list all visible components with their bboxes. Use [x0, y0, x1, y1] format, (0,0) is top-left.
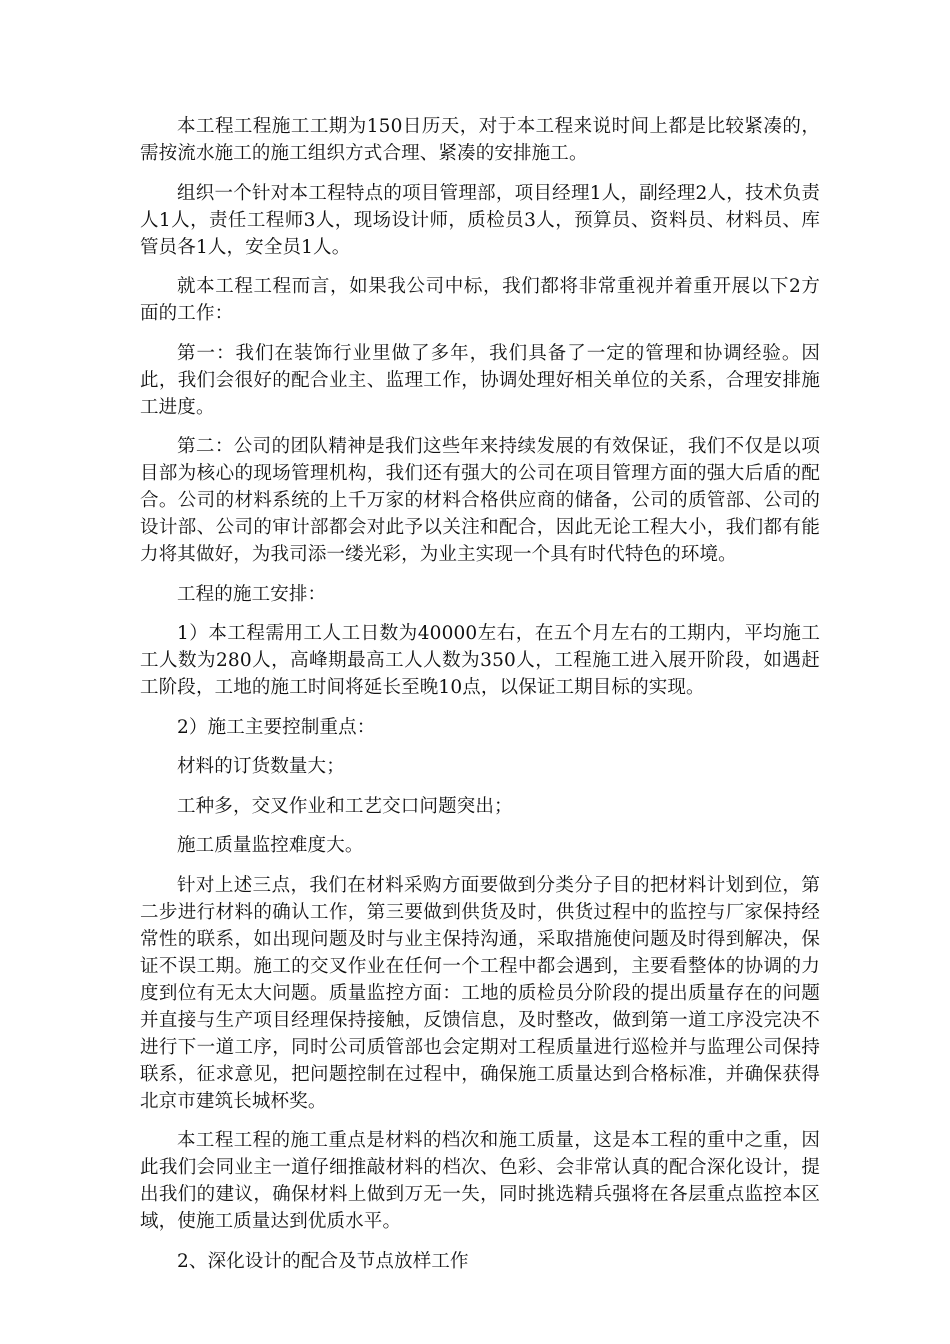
document-body [140, 113, 820, 1287]
paragraph-schedule: 本工程工程施工工期为150日历天，对于本工程来说时间上都是比较紧凑的，需按流水施工的施工组织方式合理、紧凑的安排施工。 [140, 116, 820, 164]
paragraph-control-heading: 2）施工主要控制重点： [177, 716, 376, 738]
paragraph-control-item-2: 工种多，交叉作业和工艺交口问题突出； [177, 795, 513, 817]
paragraph-focus-intro: 就本工程工程而言，如果我公司中标，我们都将非常重视并着重开展以下2方面的工作： [140, 276, 820, 324]
paragraph-key-points: 本工程工程的施工重点是材料的档次和施工质量，这是本工程的重中之重，因此我们会同业主一道仔细推敲材料的档次、色彩、会非常认真的配合深化设计，提出我们的建议，确保材料上做到万无一失，同时挑选精兵强将在各层重点监控本区域，使施工质量达到优质水平。 [140, 1130, 820, 1232]
paragraph-measures: 针对上述三点，我们在材料采购方面要做到分类分子目的把材料计划到位，第二步进行材料的确认工作，第三要做到供货及时，供货过程中的监控与厂家保持经常性的联系，如出现问题及时与业主保持沟通，采取措施使问题及时得到解决，保证不误工期。施工的交叉作业在任何一个工程中都会遇到，主要看整体的协调的力度到位有无太大问题。质量监控方面：工地的质检员分阶段的提出质量存在的问题并直接与生产项目经理保持接触，反馈信息，及时整改，做到第一道工序没完决不进行下一道工序，同时公司质管部也会定期对工程质量进行巡检并与监理公司保持联系，征求意见，把问题控制在过程中，确保施工质量达到合格标准，并确保获得北京市建筑长城杯奖。 [140, 874, 820, 1112]
paragraph-labor-plan: 1）本工程需用工人工日数为40000左右，在五个月左右的工期内，平均施工工人数为280人，高峰期最高工人人数为350人，工程施工进入展开阶段，如遇赶工阶段，工地的施工时间将延长至晚10点，以保证工期目标的实现。 [140, 623, 820, 698]
paragraph-first-point: 第一：我们在装饰行业里做了多年，我们具备了一定的管理和协调经验。因此，我们会很好的配合业主、监理工作，协调处理好相关单位的关系，合理安排施工进度。 [140, 342, 820, 418]
paragraph-section-heading: 2、深化设计的配合及节点放样工作 [177, 1250, 469, 1272]
paragraph-second-point: 第二：公司的团队精神是我们这些年来持续发展的有效保证，我们不仅是以项目部为核心的现场管理机构，我们还有强大的公司在项目管理方面的强大后盾的配合。公司的材料系统的上千万家的材料合格供应商的储备，公司的质管部、公司的设计部、公司的审计部都会对此予以关注和配合，因此无论工程大小，我们都有能力将其做好，为我司添一缕光彩，为业主实现一个具有时代特色的环境。 [140, 436, 820, 565]
paragraph-control-item-3: 施工质量监控难度大。 [177, 835, 364, 856]
paragraph-project-team: 组织一个针对本工程特点的项目管理部，项目经理1人，副经理2人，技术负责人1人，责任工程师3人，现场设计师，质检员3人，预算员、资料员、材料员、库管员各1人，安全员1人。 [140, 182, 820, 258]
paragraph-control-item-1: 材料的订货数量大； [177, 756, 345, 777]
paragraph-arrangement-heading: 工程的施工安排： [177, 583, 327, 605]
